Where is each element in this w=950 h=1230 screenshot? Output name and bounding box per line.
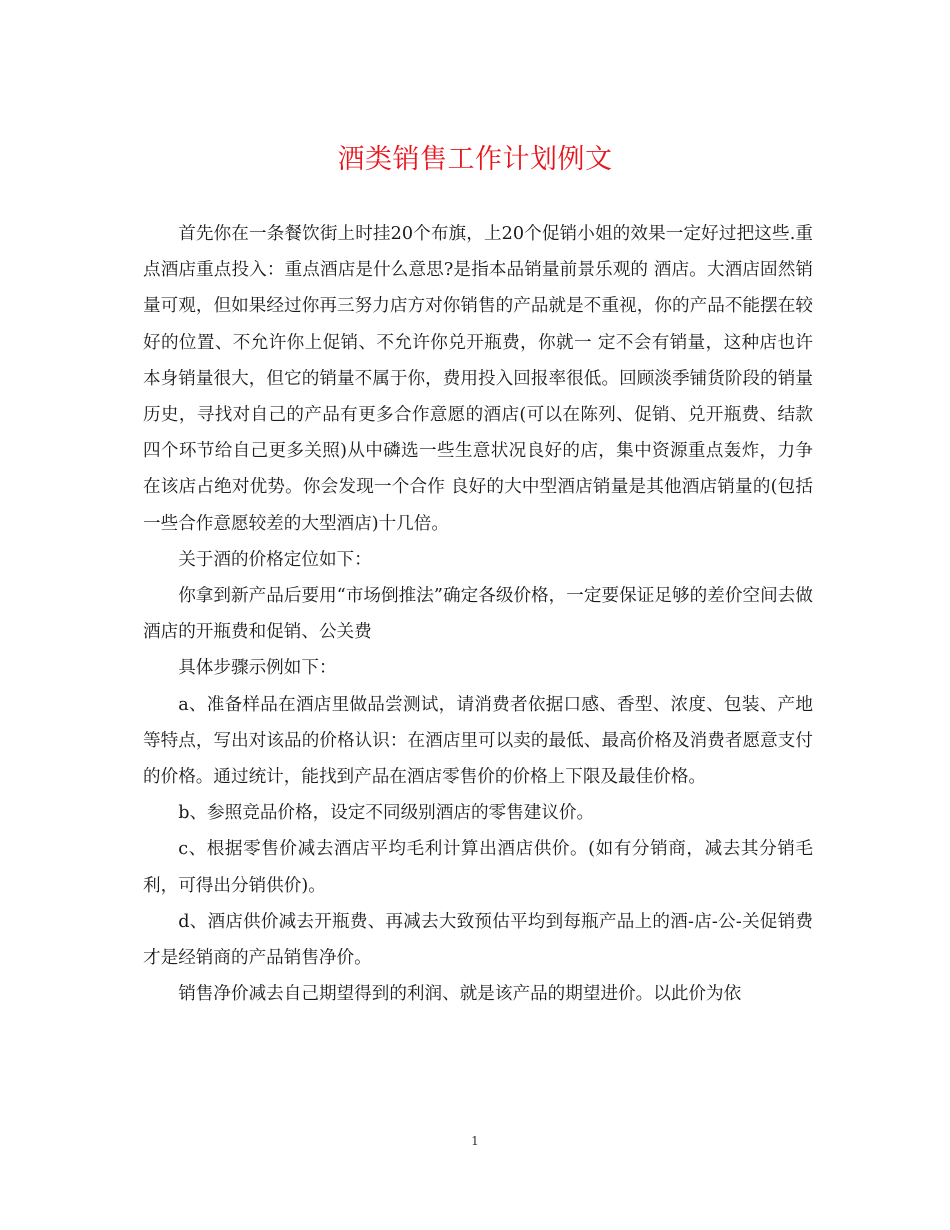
paragraph: d、酒店供价减去开瓶费、再减去大致预估平均到每瓶产品上的酒-店-公-关促销费才是经销商的产品销售净价。 xyxy=(143,911,813,969)
paragraph: 具体步骤示例如下： xyxy=(178,658,337,679)
document-body xyxy=(143,216,813,1012)
document-title: 酒类销售工作计划例文 xyxy=(337,144,613,175)
paragraph: c、根据零售价减去酒店平均毛利计算出酒店供价。(如有分销商，减去其分销毛利，可得出分销供价)。 xyxy=(143,839,813,896)
paragraph: a、准备样品在酒店里做品尝测试，请消费者依据口感、香型、浓度、包装、产地等特点，写出对该品的价格认识：在酒店里可以卖的最低、最高价格及消费者愿意支付的价格。通过统计，能找到产品在酒店零售价的价格上下限及最佳价格。 xyxy=(143,694,813,788)
paragraph: 你拿到新产品后要用“市场倒推法”确定各级价格，一定要保证足够的差价空间去做酒店的开瓶费和促销、公关费 xyxy=(143,586,813,643)
paragraph: 销售净价减去自己期望得到的利润、就是该产品的期望进价。以此价为依 xyxy=(178,984,742,1005)
paragraph: 首先你在一条餐饮街上时挂20个布旗，上20个促销小姐的效果一定好过把这些.重点酒店重点投入：重点酒店是什么意思?是指本品销量前景乐观的 酒店。大酒店固然销量可观，但如果经过你再三努力店方对你销售的产品就是不重视，你的产品不能摆在较好的位置、不允许你上促销、不允许你兑开瓶费，你就一 定不会有销量，这种店也许本身销量很大，但它的销量不属于你，费用投入回报率很低。回顾淡季铺货阶段的销量历史，寻找对自己的产品有更多合作意愿的酒店(可以在陈列、促销、兑开瓶费、结款四个环节给自己更多关照)从中磷选一些生意状况良好的店，集中资源重点轰炸，力争在该店占绝对优势。你会发现一个合作 良好的大中型酒店销量是其他酒店销量的(包括一些合作意愿较差的大型酒店)十几倍。 xyxy=(143,224,813,534)
page-number: 1 xyxy=(471,1134,479,1148)
paragraph: 关于酒的价格定位如下： xyxy=(178,549,372,570)
paragraph: b、参照竞品价格，设定不同级别酒店的零售建议价。 xyxy=(178,803,595,824)
